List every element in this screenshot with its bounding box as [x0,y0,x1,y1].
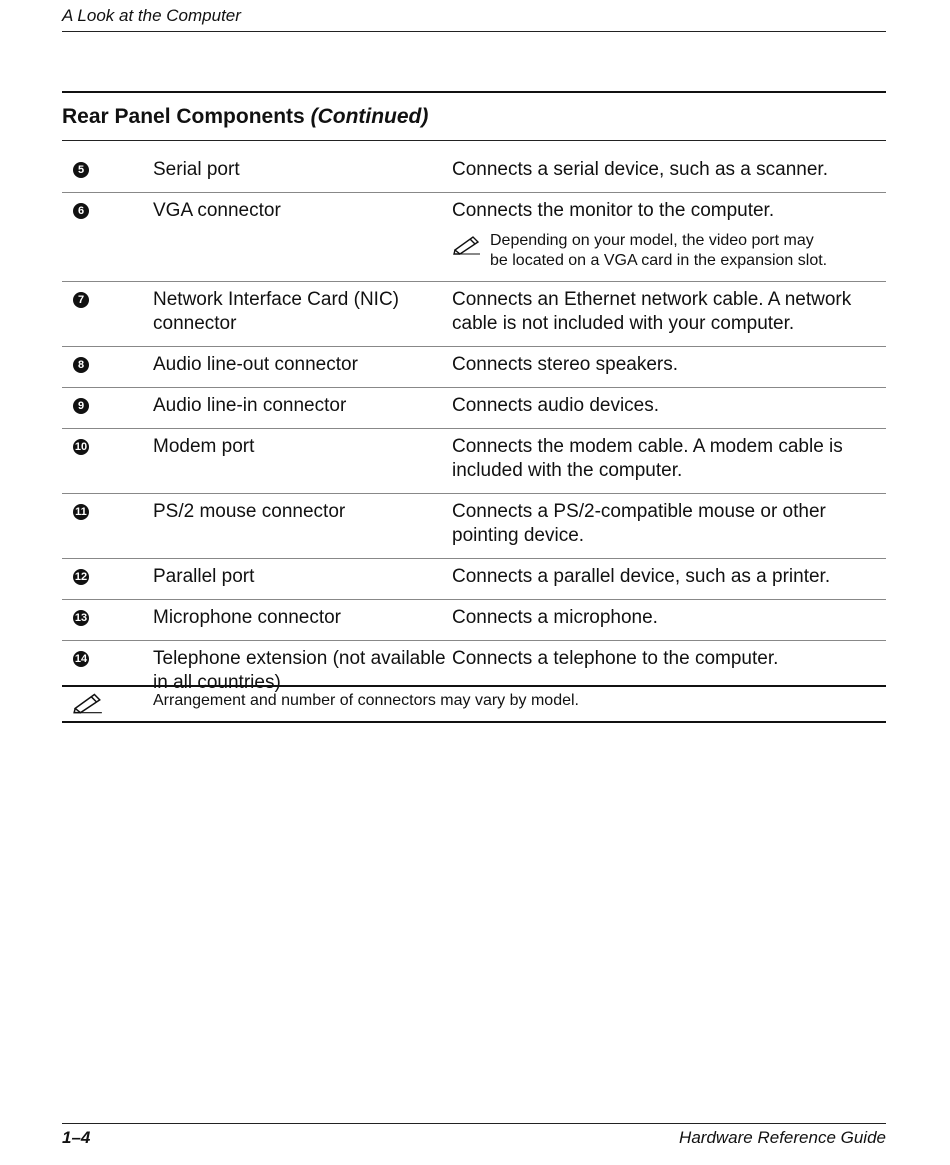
guide-title: Hardware Reference Guide [679,1128,886,1147]
callout-number: 14 [74,653,88,665]
table-title [62,91,886,141]
table-title-text: Rear Panel Components [62,105,305,128]
table-row [62,600,886,641]
component-description: Connects an Ethernet network cable. A network cable is not included with your computer. [452,289,852,334]
component-name: PS/2 mouse connector [153,501,346,522]
table-row [62,193,886,282]
component-description: Connects a serial device, such as a scanner. [452,159,828,180]
callout-number: 9 [73,398,89,414]
component-name: Network Interface Card (NIC) connector [153,289,400,334]
table-row [62,152,886,193]
table-row [62,494,886,559]
component-description: Connects the modem cable. A modem cable is included with the computer. [452,436,843,481]
callout-number: 7 [73,292,89,308]
footer-note-text: Arrangement and number of connectors may vary by model. [153,692,579,709]
callout-number: 12 [74,571,88,583]
callout-number: 6 [73,203,89,219]
callout-number: 5 [73,162,89,178]
running-head: A Look at the Computer [62,6,886,32]
pencil-icon [72,701,104,718]
component-name: Audio line-in connector [153,395,347,416]
table-row [62,388,886,429]
callout-number: 11 [73,504,89,520]
component-description: Connects a PS/2-compatible mouse or other pointing device. [452,501,826,546]
pencil-icon [452,233,490,271]
callout-number: 8 [73,357,89,373]
table-title-suffix: (Continued) [310,105,429,128]
table-row [62,347,886,388]
component-description: Connects the monitor to the computer. [452,200,775,221]
component-name: Microphone connector [153,607,341,628]
page-footer [62,1123,886,1148]
component-name: Audio line-out connector [153,354,358,375]
table-row [62,429,886,494]
table-row [62,282,886,347]
component-description: Connects audio devices. [452,395,660,416]
component-description: Connects a parallel device, such as a printer. [452,566,831,587]
component-name: Telephone extension (not available in all countries) [153,648,446,693]
component-description: Connects a telephone to the computer. [452,648,779,669]
table-footer-note [62,685,886,723]
component-name: Parallel port [153,566,255,587]
component-description: Connects a microphone. [452,607,658,628]
component-name: VGA connector [153,200,281,221]
component-description: Connects stereo speakers. [452,354,679,375]
inline-note [452,231,886,271]
page-number: 1–4 [62,1128,91,1147]
note-text: Depending on your model, the video port may be located on a VGA card in the expansion slot. [490,232,828,269]
callout-number: 10 [74,441,88,453]
callout-number: 13 [74,612,88,624]
component-name: Modem port [153,436,255,457]
table-row [62,559,886,600]
components-table [62,152,886,705]
component-name: Serial port [153,159,240,180]
